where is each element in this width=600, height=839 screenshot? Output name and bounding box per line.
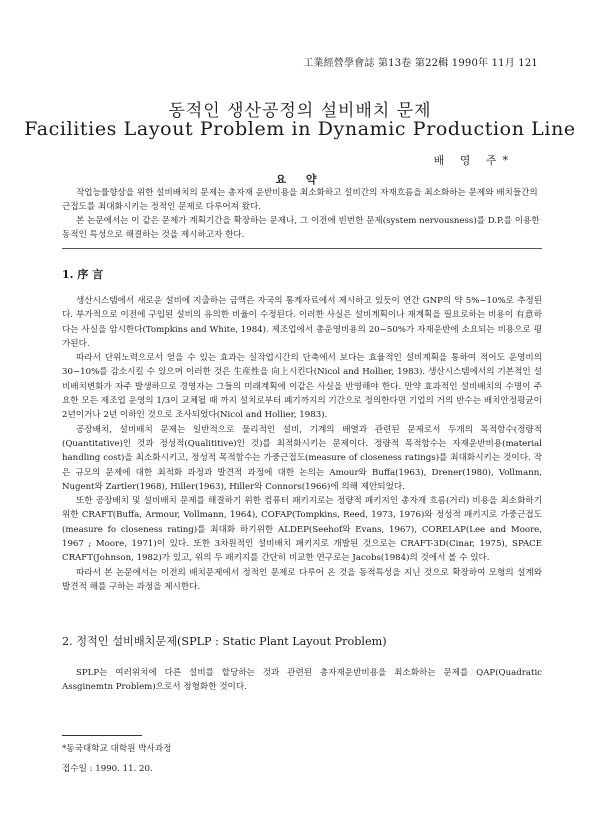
section-2-body (62, 666, 542, 695)
abstract (62, 187, 542, 243)
abstract-paragraph: 본 논문에서는 이 같은 문제가 계획기간을 확장하는 문제나, 그 이전에 빈번한 문제(system nervousness)를 D.P.를 이용한 동적인 특성으로 해결하는 것을 제시하고자 한다. (62, 216, 540, 240)
body-paragraph: 공장배치, 설비배치 문제는 일반적으로 물리적인 설비, 기계의 배열과 관련된 문제로서 두개의 목적함수(정량적(Quantitative)인 것과 정성적(Qualititive)인 것)를 최적화시키는 문제이다. 정량적 목적함수는 자재운반비용(material handling cost)을 최소화시키고, 정성적 목적함수는 가중근접도(measure of closeness ratings)를 최대화시키는 것이다. 작은 규모의 문제에 대한 최적화 과정과 발견적 과정에 대한 논의는 Amour와 Buffa(1963), Drener(1980), Vollmann, Nugent와 Zartler(1968), Hiller(1963), Hiller와 Connors(1966)에 의해 제안되었다. (62, 424, 542, 492)
footnote-received-date: 접수일 : 1990. 11. 20. (62, 764, 153, 774)
footnote-affiliation: *동국대학교 대학원 박사과정 (62, 744, 172, 754)
body-paragraph: 생산시스템에서 새로운 설비에 지출하는 금액은 자국의 통계자료에서 제시하고 있듯이 연간 GNP의 약 5%~10%로 추정된다. 부가적으로 이전에 구입된 설비의 유의한 비율이 수정된다. 이러한 사실은 설비계획이나 재계획을 필요로하는 비용이 有意하다는 사실을 암시한다(Tompkins and White, 1984). 제조업에서 총운영비용의 20~50%가 자재운반에 소요되는 비용으로 평가된다. (62, 296, 542, 349)
title-korean: 동적인 생산공정의 설비배치 문제 (168, 101, 432, 121)
section-1-heading: 1. 序 言 (62, 268, 104, 281)
journal-header: 工業經營學會誌 第13卷 第22輯 1990年 11月 121 (303, 58, 538, 69)
author: 배 영 주* (433, 154, 514, 167)
body-paragraph: 따라서 본 논문에서는 이전의 배치문제에서 정적인 문제로 다루어 온 것을 동적특성을 지닌 것으로 확장하여 모형의 설계와 발견적 해를 구하는 과정을 제시한다. (62, 567, 542, 592)
abstract-heading: 요 약 (275, 173, 325, 186)
section-2-heading: 2. 정적인 설비배치문제(SPLP : Static Plant Layout Problem) (62, 635, 387, 648)
abstract-paragraph: 작업능률향상을 위한 설비배치의 문제는 총자재 운반비용을 최소화하고 설비간의 자재흐름을 최소화하는 문제와 배치들간의 근접도를 최대화시키는 정적인 문제로 다루어져 왔다. (62, 188, 538, 212)
footnote-divider (62, 735, 142, 736)
body-paragraph: SPLP는 여러위치에 다른 설비를 할당하는 것과 관련된 총자재운반비용을 최소화하는 문제를 QAP(Quadratic Assginemtn Problem)으로서 정형화한 것이다. (62, 668, 542, 693)
title-english: Facilities Layout Problem in Dynamic Production Line (24, 118, 576, 140)
section-1-body (62, 294, 542, 594)
body-paragraph: 또한 공장배치 및 설비배치 문제를 해결하기 위한 컴퓨터 패키지로는 정량적 패키지인 총자재 흐름(거리) 비용을 최소화하기 위한 CRAFT(Buffa, Armour, Vollmann, 1964), COFAP(Tompkins, Reed, 1973, 1976)와 정성적 패키지로 가중근접도(measure fo closeness rating)를 최대화 하기위한 ALDEP(Seehof와 Evans, 1967), CORELAP(Lee and Moore, 1967 ; Moore, 1971)이 있다. 또한 3차원적인 설비배치 패키지로 개발된 것으로는 CRAFT-3D(Cinar, 1975), SPACE CRAFT(Johnson, 1982)가 있고, 위의 두 패키지를 간단히 비교한 연구로는 Jacobs(1984)의 것에서 볼 수 있다. (62, 496, 542, 564)
body-paragraph: 따라서 단위노력으로서 얻을 수 있는 효과는 실작업시간의 단축에서 보다는 효율적인 설비계획을 통하여 적어도 운영비의 30~10%를 감소시킬 수 있으며 이러한 것은 生産性을 向上시킨다(Nicol and Hollier, 1983). 생산시스템에서의 기본적인 설비배치변화가 자주 발생하므로 경영자는 그들의 미래계획에 이같은 사실을 반영해야 한다. 만약 효과적인 설비배치의 수명이 주요한 모든 제조업 운영의 1/3이 교체될 때 까지 설치로부터 폐기까지의 기간으로 정의한다면 기업의 거의 반수는 배치안정평균이 2년이거나 2년 이하인 것으로 조사되었다(Nicol and Hollier, 1983). (62, 353, 542, 421)
divider (62, 248, 542, 249)
